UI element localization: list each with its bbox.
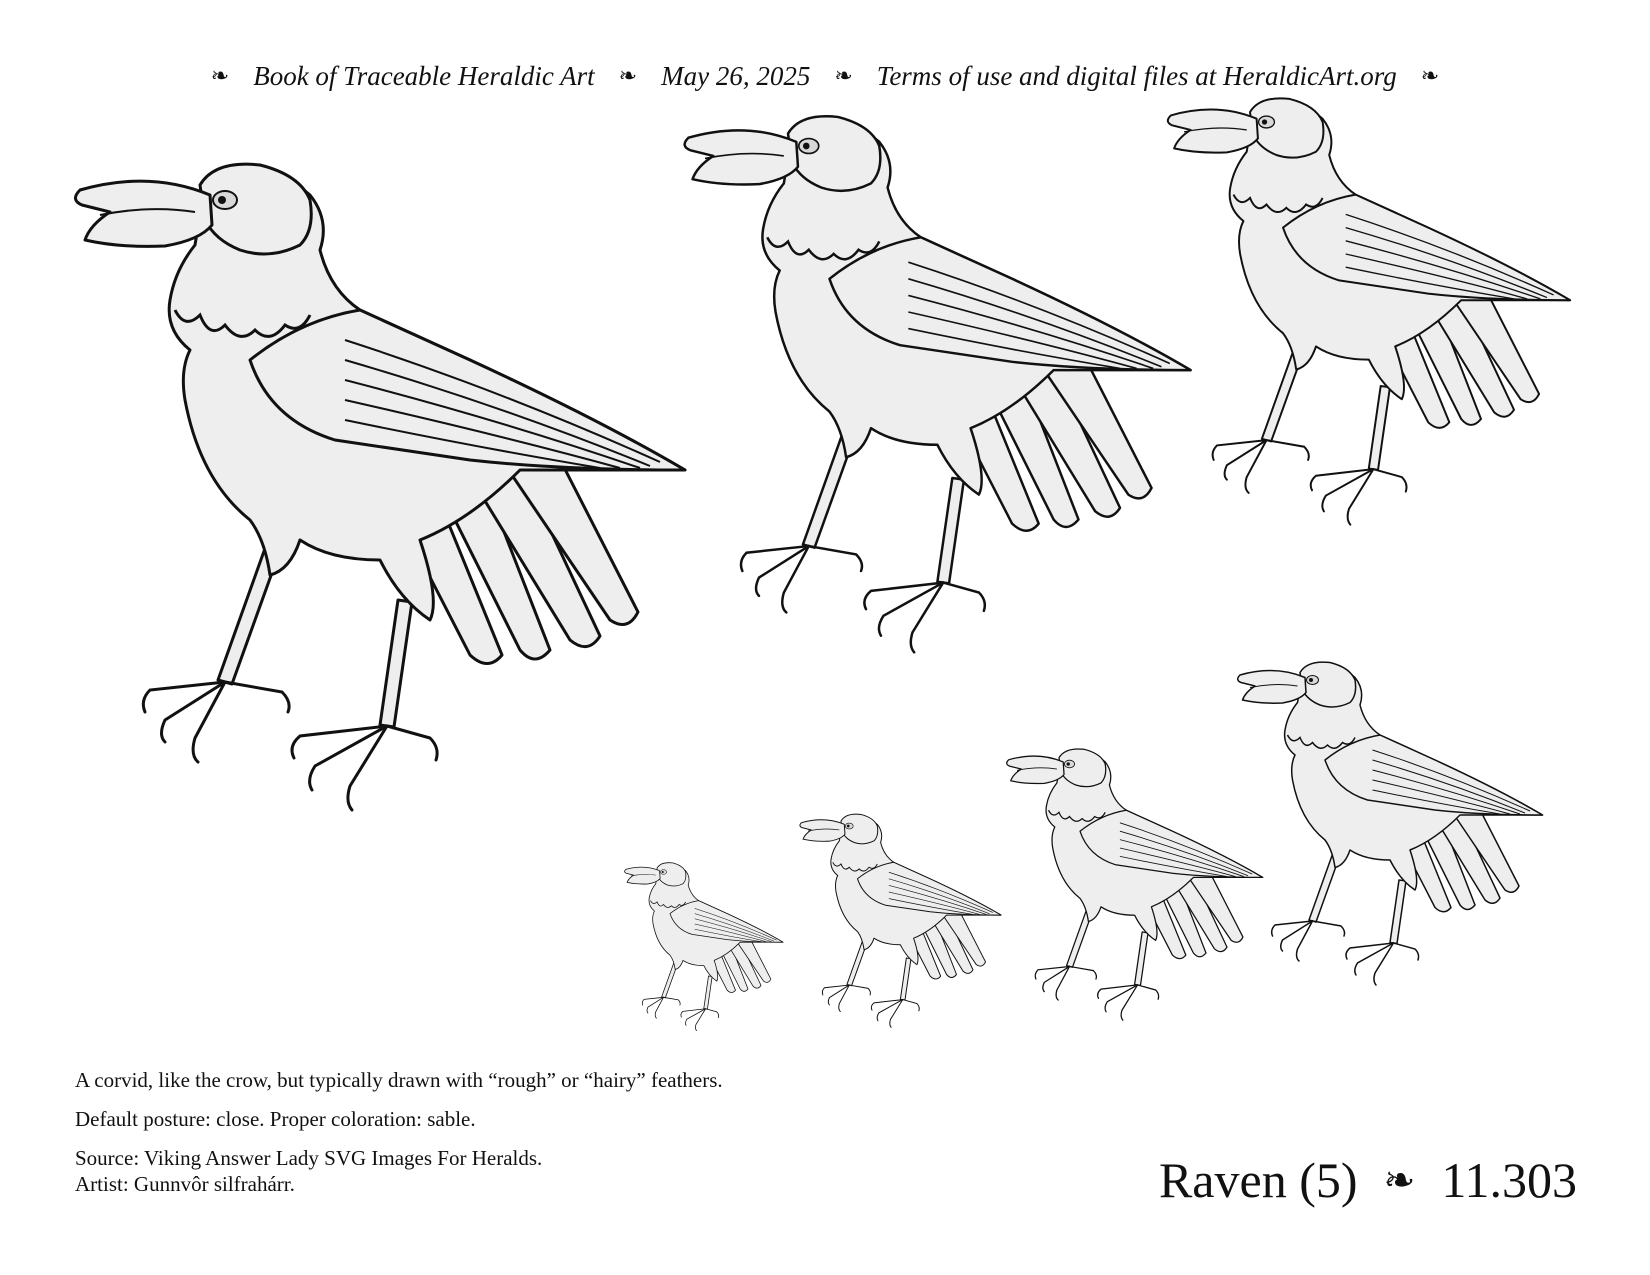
raven-medium-2 [1168,98,1570,524]
raven-small-3 [1007,749,1263,1020]
plate-name: Raven (5) [1158,1152,1358,1208]
raven-medium-1 [685,116,1191,652]
raven-small-4 [1238,662,1543,985]
raven-small-1 [625,863,783,1031]
description-line: A corvid, like the crow, but typically drawn with “rough” or “hairy” feathers. [75,1068,723,1092]
book-title: Book of Traceable Heraldic Art [253,60,595,91]
raven-small-2 [800,814,1001,1027]
artist-line: Artist: Gunnvôr silfrahárr. [75,1172,295,1196]
source-line: Source: Viking Answer Lady SVG Images For Heralds. [75,1146,543,1170]
header-date: May 26, 2025 [661,60,811,91]
fleuron-icon: ❧ [834,63,853,88]
raven-large [75,164,685,810]
fleuron-icon: ❧ [1383,1159,1416,1202]
terms-link[interactable]: Terms of use and digital files at HeraldicArt.org [876,60,1397,91]
posture-line: Default posture: close. Proper coloration: sable. [75,1107,476,1131]
fleuron-icon: ❧ [618,63,638,88]
plate-number: 11.303 [1441,1152,1577,1208]
fleuron-icon: ❧ [210,63,230,88]
plate-title [1159,1145,1577,1215]
fleuron-icon: ❧ [1420,63,1440,88]
description-block [75,1067,975,1197]
